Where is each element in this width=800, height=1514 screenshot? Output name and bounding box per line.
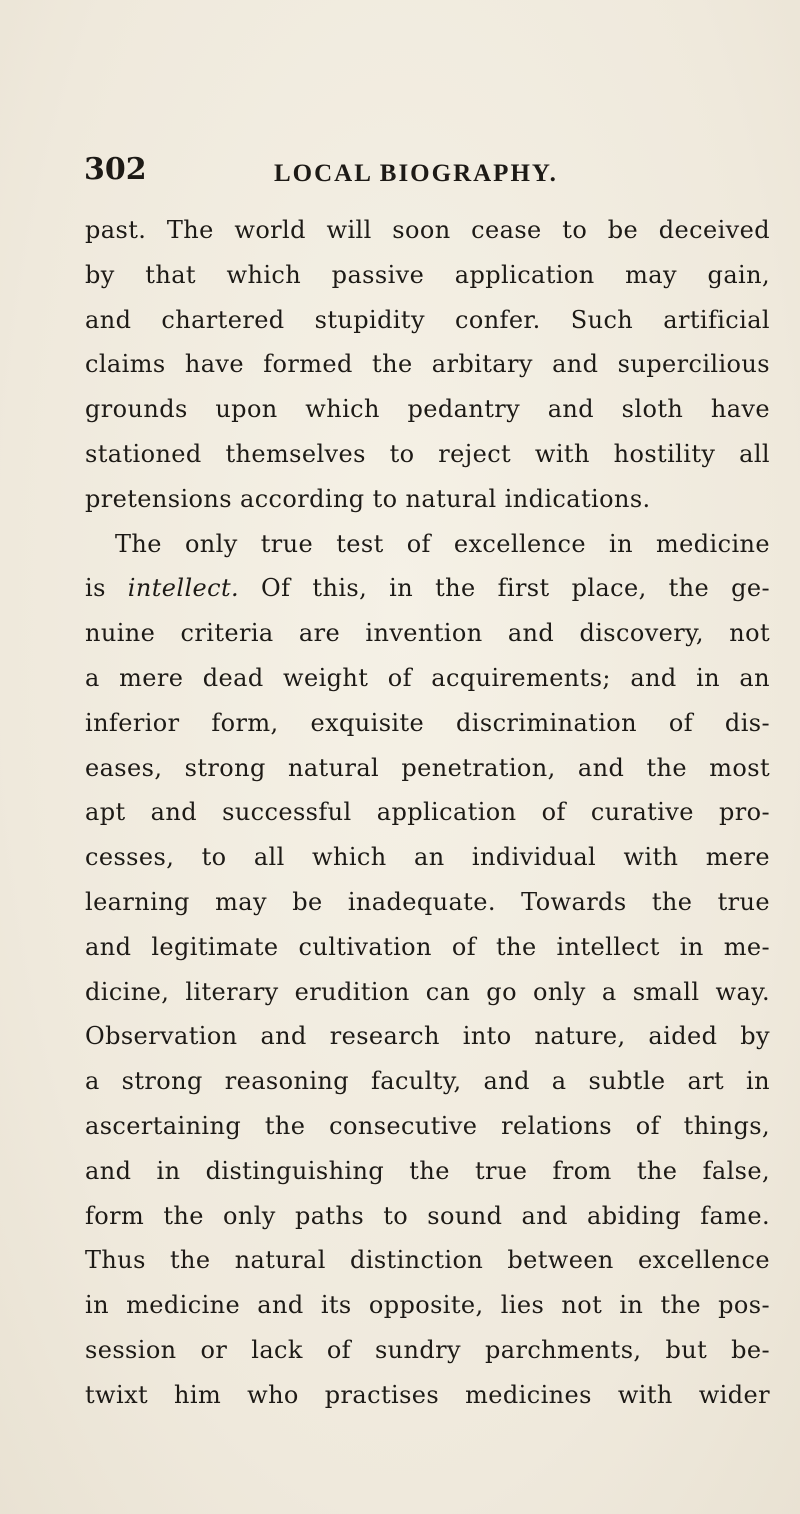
text-line	[85, 566, 770, 611]
text-line: a mere dead weight of acquirements; and in an	[85, 663, 770, 692]
text-line: apt and successful application of curative pro-	[85, 798, 770, 827]
text-line: stationed themselves to reject with hostility all	[85, 439, 770, 468]
text-line: Thus the natural distinction between excellence	[85, 1246, 770, 1275]
text-line: eases, strong natural penetration, and the most	[85, 753, 770, 782]
text-line: dicine, literary erudition can go only a small way.	[85, 977, 770, 1006]
italic-word: intellect.	[127, 574, 240, 603]
page-number: 302	[84, 152, 147, 187]
text-line: and in distinguishing the true from the false,	[85, 1156, 770, 1185]
text-line: learning may be inadequate. Towards the true	[85, 887, 770, 916]
text-line: inferior form, exquisite discrimination of dis-	[85, 708, 770, 737]
text-segment: Of this, in the first place, the ge-	[239, 574, 770, 603]
running-head: LOCAL BIOGRAPHY.	[274, 160, 558, 187]
text-line: past. The world will soon cease to be deceived	[85, 216, 770, 244]
text-line: pretensions according to natural indications.	[85, 484, 651, 513]
text-line: cesses, to all which an individual with mere	[85, 843, 770, 872]
text-line: by that which passive application may gain,	[85, 260, 770, 289]
text-line: grounds upon which pedantry and sloth have	[85, 395, 770, 424]
text-segment: is	[85, 574, 128, 603]
text-line: nuine criteria are invention and discovery, not	[85, 619, 770, 648]
text-line: and legitimate cultivation of the intellect in me-	[85, 932, 770, 961]
page-header	[84, 152, 774, 202]
text-line: claims have formed the arbitary and supercilious	[85, 350, 770, 379]
text-line: ascertaining the consecutive relations of things,	[85, 1111, 770, 1140]
text-line: The only true test of excellence in medicine	[115, 529, 770, 558]
text-line: and chartered stupidity confer. Such artificial	[85, 305, 770, 334]
text-line: Observation and research into nature, aided by	[85, 1022, 770, 1051]
body-text	[85, 208, 770, 1418]
text-line: twixt him who practises medicines with wider	[85, 1380, 770, 1409]
text-line: session or lack of sundry parchments, but be-	[85, 1335, 770, 1364]
text-line: form the only paths to sound and abiding fame.	[85, 1201, 770, 1230]
text-line: in medicine and its opposite, lies not in the pos-	[85, 1291, 770, 1320]
text-line: a strong reasoning faculty, and a subtle art in	[85, 1067, 770, 1096]
